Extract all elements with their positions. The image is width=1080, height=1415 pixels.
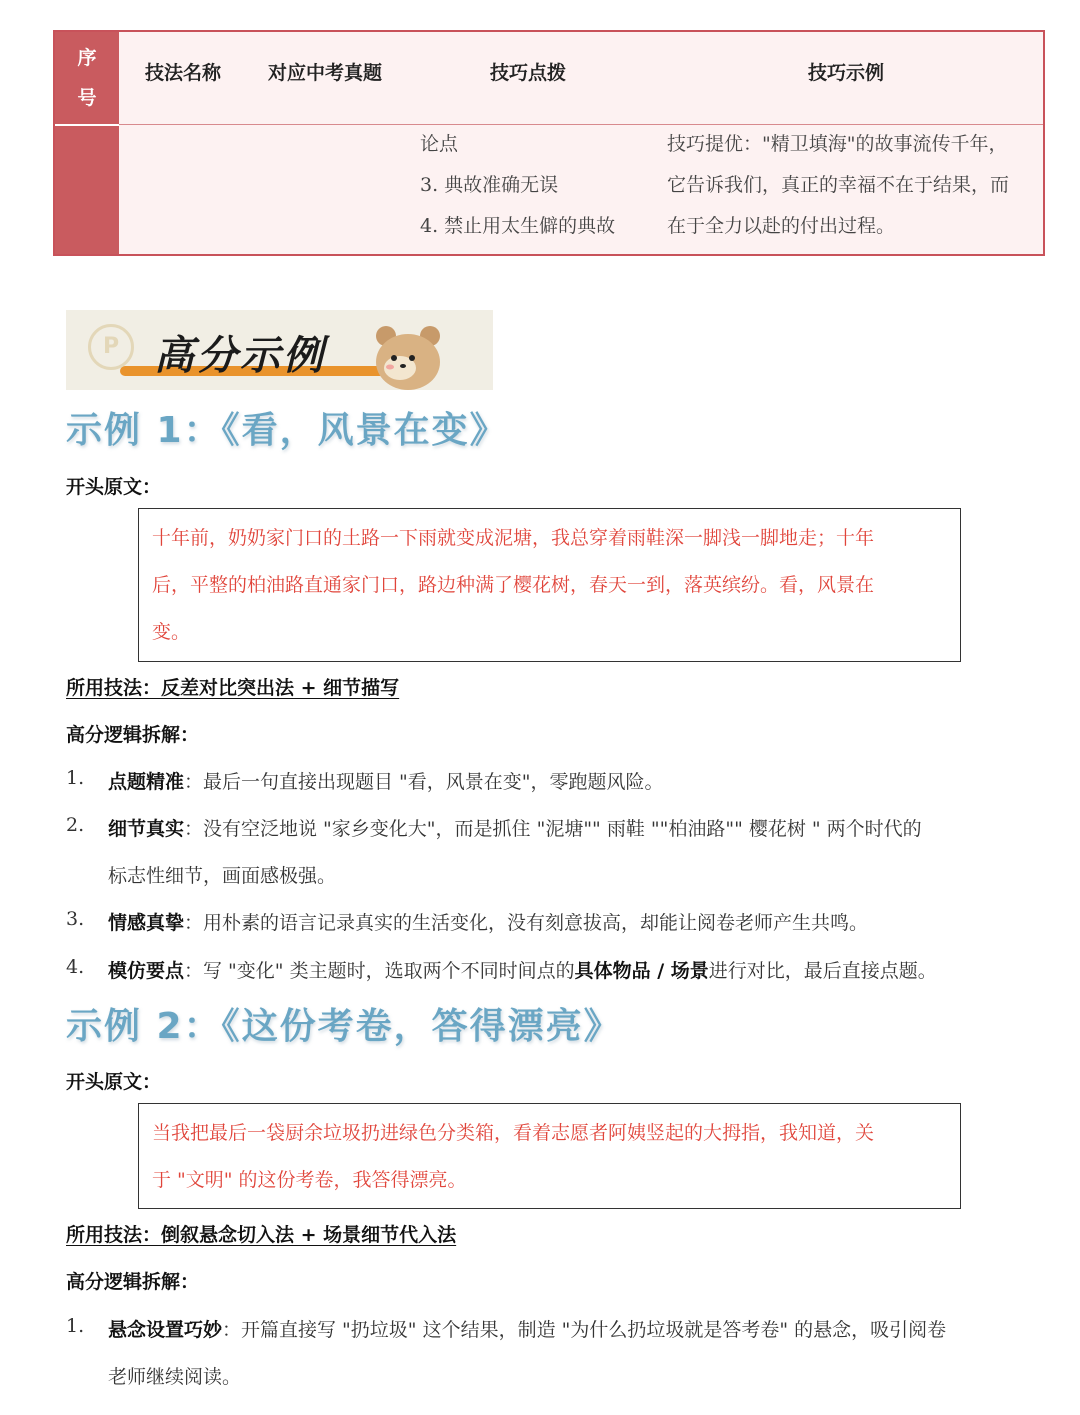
index-divider [55,124,119,126]
tips-line: 4. 禁止用太生僻的典故 [420,215,616,237]
point-text: ：最后一句直接出现题目 "看，风景在变"，零跑题风险。 [184,771,664,793]
point-keyword: 悬念设置巧妙 [108,1319,223,1341]
tips-line: 3. 典故准确无误 [420,174,559,196]
technique-table [53,30,1045,256]
point-keyword-2: 具体物品 / 场景 [574,960,709,982]
example1-logic-label: 高分逻辑拆解： [66,724,200,746]
example-line: 它告诉我们，真正的幸福不在于结果，而 [667,174,1010,196]
banner-title: 高分示例 [154,333,326,379]
example1-opening-label: 开头原文： [66,476,162,498]
point-continuation: 标志性细节，画面感极强。 [108,865,337,887]
point-text: ：没有空泛地说 "家乡变化大"，而是抓住 "泥塘"" 雨鞋 ""柏油路"" 樱花树 " 两个时代的 [184,818,922,840]
header-example: 技巧示例 [808,62,885,84]
quote-line: 当我把最后一袋厨余垃圾扔进绿色分类箱，看着志愿者阿姨竖起的大拇指，我知道，关 [152,1122,875,1144]
example-line: 在于全力以赴的付出过程。 [667,215,896,237]
point-text: ：用朴素的语言记录真实的生活变化，没有刻意拔高，却能让阅卷老师产生共鸣。 [184,912,869,934]
point-number: 3. [66,908,85,930]
point-number: 4. [66,956,85,978]
example1-quote [138,508,961,662]
example2-technique: 所用技法：倒叙悬念切入法 + 场景细节代入法 [66,1224,457,1246]
header-exam-question: 对应中考真题 [268,62,383,84]
tips-line: 论点 [420,133,459,155]
coin-icon: P [88,324,134,370]
example2-logic-label: 高分逻辑拆解： [66,1271,200,1293]
high-score-banner [66,310,493,390]
header-index: 序 号 [77,47,97,109]
point-text: ：写 "变化" 类主题时，选取两个不同时间点的 [184,960,575,982]
tips-cell [420,124,615,247]
quote-line: 变。 [152,621,191,643]
header-tips: 技巧点拨 [490,62,567,84]
quote-line: 后，平整的柏油路直通家门口，路边种满了樱花树，春天一到，落英缤纷。看，风景在 [152,574,875,596]
point-text: ：开篇直接写 "扔垃圾" 这个结果，制造 "为什么扔垃圾就是答考卷" 的悬念，吸引阅卷 [222,1319,947,1341]
point-keyword: 细节真实 [108,818,185,840]
bear-icon [368,320,448,390]
point-keyword: 点题精准 [108,771,185,793]
example1-technique: 所用技法：反差对比突出法 + 细节描写 [66,677,400,699]
example-cell [667,124,1009,247]
example1-title: 示例 1：《看，风景在变》 [66,410,508,451]
header-technique-name: 技法名称 [145,62,222,84]
example2-quote [138,1103,961,1209]
quote-line: 十年前，奶奶家门口的土路一下雨就变成泥塘，我总穿着雨鞋深一脚浅一脚地走；十年 [152,527,875,549]
quote-line: 于 "文明" 的这份考卷，我答得漂亮。 [152,1169,467,1191]
point-continuation: 老师继续阅读。 [108,1366,242,1388]
point-keyword: 模仿要点 [108,960,185,982]
example2-opening-label: 开头原文： [66,1071,162,1093]
point-number: 1. [66,767,85,789]
example2-title: 示例 2：《这份考卷，答得漂亮》 [66,1006,622,1047]
point-number: 1. [66,1315,85,1337]
point-text-2: 进行对比，最后直接点题。 [708,960,937,982]
example-line: 技巧提优："精卫填海"的故事流传千年， [667,133,1008,155]
point-number: 2. [66,814,85,836]
point-keyword: 情感真挚 [108,912,185,934]
